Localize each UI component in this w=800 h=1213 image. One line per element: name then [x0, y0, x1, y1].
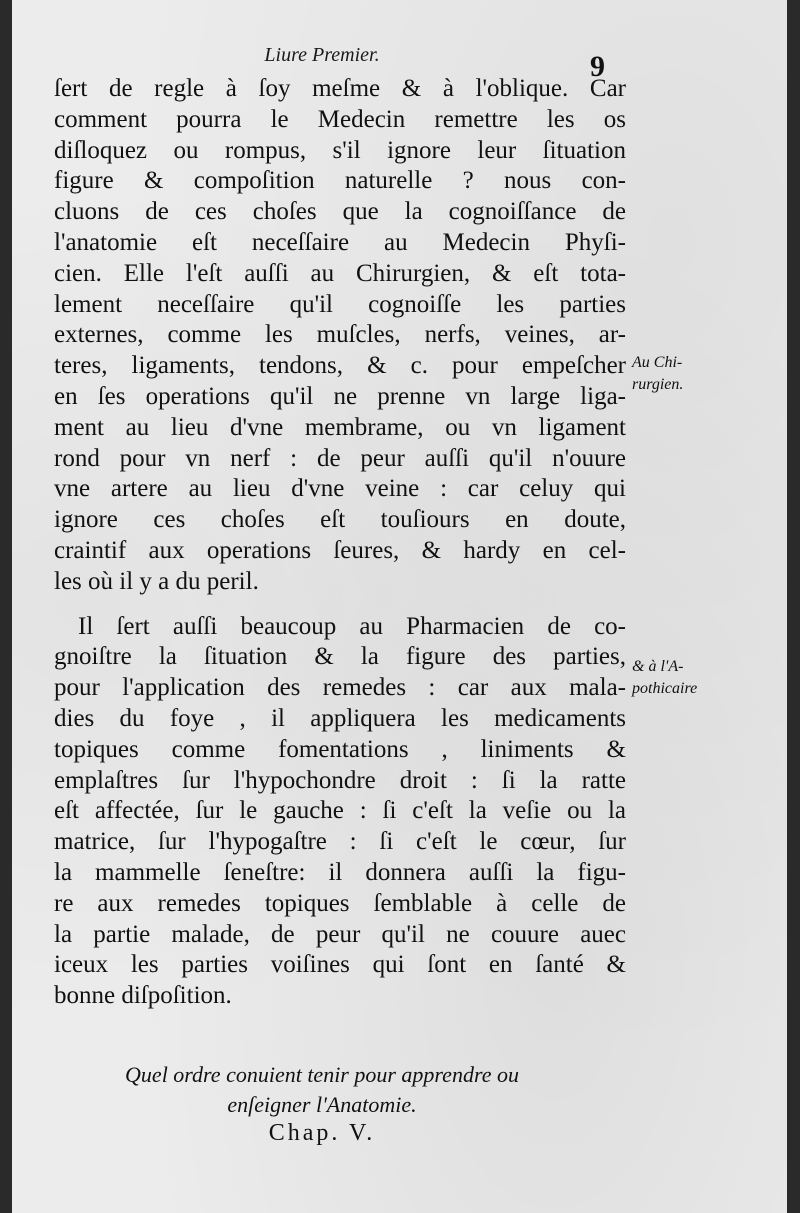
text-line: externes, comme les muſcles, nerfs, veines, ar- — [54, 321, 626, 349]
text-line: emplaſtres ſur l'hypochondre droit : ſi la ratte — [54, 766, 626, 794]
paragraph-gap — [54, 598, 626, 612]
paragraph-1 — [54, 74, 626, 598]
text-line: re aux remedes topiques ſemblable à celle de — [54, 889, 626, 917]
text-line: gnoiſtre la ſituation & la figure des parties, — [54, 643, 626, 671]
text-line: ſert de regle à ſoy meſme & à l'oblique. Car — [54, 75, 626, 102]
text-line: dies du foye , il appliquera les medicaments — [54, 704, 626, 732]
margin-note-line: & à l'A- — [632, 658, 684, 675]
margin-note-surgeon — [632, 352, 683, 396]
text-line: eſt affectée, ſur le gauche : ſi c'eſt la veſie ou la — [54, 797, 626, 825]
text-line: rond pour vn nerf : de peur auſſi qu'il n'ouure — [54, 444, 626, 472]
text-line: la mammelle ſeneſtre: il donnera auſſi la figu- — [54, 858, 626, 886]
chapter-label: Chap. V. — [268, 1120, 376, 1146]
text-line: pour l'application des remedes : car aux mala- — [54, 674, 626, 702]
chapter-title-line: Quel ordre conuient tenir pour apprendre ou — [125, 1062, 519, 1087]
body-text — [54, 74, 626, 1012]
text-line: en ſes operations qu'il ne prenne vn large liga- — [54, 382, 626, 410]
text-line: topiques comme fomentations , liniments & — [54, 735, 626, 763]
book-page — [12, 0, 787, 1213]
chapter-title-line: enſeigner l'Anatomie. — [227, 1092, 417, 1117]
text-line: vne artere au lieu d'vne veine : car celuy qui — [54, 475, 626, 503]
text-line: cluons de ces choſes que la cognoiſſance de — [54, 198, 626, 226]
chapter-title — [12, 1060, 632, 1120]
text-line: diſloquez ou rompus, s'il ignore leur ſituation — [54, 136, 626, 164]
text-line: cien. Elle l'eſt auſſi au Chirurgien, & eſt tota- — [54, 259, 626, 287]
text-line: comment pourra le Medecin remettre les os — [54, 105, 626, 133]
text-line: iceux les parties voiſines qui ſont en ſanté & — [54, 951, 626, 979]
text-line: matrice, ſur l'hypogaſtre : ſi c'eſt le cœur, ſur — [54, 828, 626, 856]
text-line: la partie malade, de peur qu'il ne couure auec — [54, 920, 626, 948]
text-line: lement neceſſaire qu'il cognoiſſe les parties — [54, 290, 626, 318]
text-line: ignore ces choſes eſt touſiours en doute, — [54, 506, 626, 534]
margin-note-line: rurgien. — [632, 376, 684, 393]
text-line: les où il y a du peril. — [54, 567, 259, 595]
text-line: figure & compoſition naturelle ? nous con- — [54, 167, 626, 195]
paragraph-2 — [54, 612, 626, 1012]
text-line: bonne diſpoſition. — [54, 982, 232, 1010]
text-line: Il ſert auſſi beaucoup au Pharmacien de co- — [78, 612, 626, 640]
margin-note-apothecary — [632, 656, 697, 700]
text-line: l'anatomie eſt neceſſaire au Medecin Phyſi- — [54, 228, 626, 256]
text-line: ment au lieu d'vne membrame, ou vn ligament — [54, 413, 626, 441]
margin-note-line: Au Chi- — [632, 354, 683, 371]
running-title: Liure Premier. — [264, 44, 380, 66]
margin-note-line: pothicaire — [632, 680, 698, 697]
text-line: craintif aux operations ſeures, & hardy en cel- — [54, 536, 626, 564]
page-number: 9 — [590, 50, 605, 83]
text-line: teres, ligaments, tendons, & c. pour empeſcher — [54, 352, 626, 380]
